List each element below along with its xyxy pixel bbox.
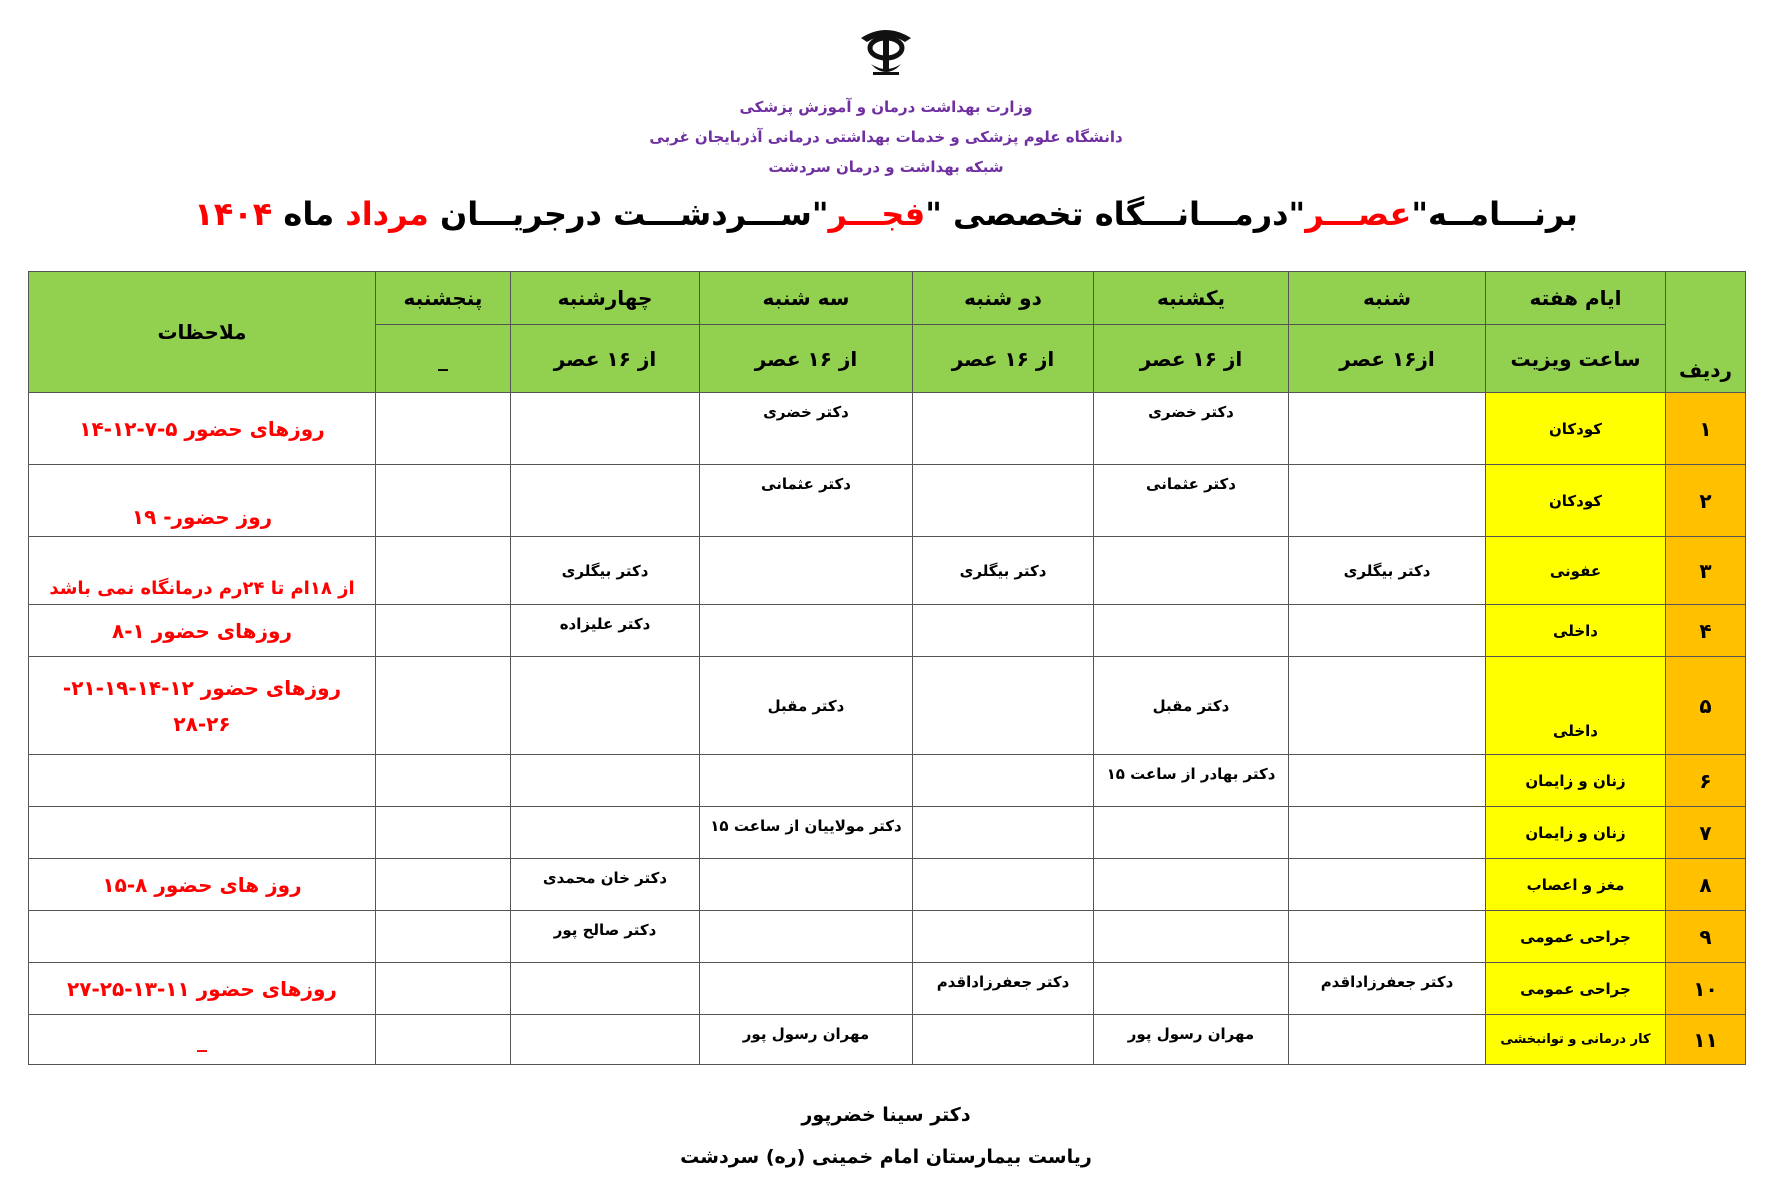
header-hours: ساعت ويزيت <box>1486 325 1666 393</box>
cell-mon <box>913 755 1094 807</box>
cell-mon <box>913 807 1094 859</box>
cell-thu <box>376 605 511 657</box>
ministry-of-health-emblem-icon <box>851 24 921 80</box>
ministry-name: وزارت بهداشت درمان و آموزش پزشکی <box>739 98 1033 116</box>
cell-sat <box>1289 807 1486 859</box>
hours-tue: از ۱۶ عصر <box>700 325 913 393</box>
cell-sun: دکتر خضری <box>1094 393 1289 465</box>
table-row <box>29 657 1746 755</box>
cell-thu <box>376 1015 511 1065</box>
cell-mon <box>913 605 1094 657</box>
cell-thu <box>376 807 511 859</box>
specialty: زنان و زایمان <box>1486 755 1666 807</box>
note: روزهای حضور ۱۱-۱۳-۲۵-۲۷ <box>29 963 376 1015</box>
cell-tue <box>700 963 913 1015</box>
row-number: ۸ <box>1666 859 1746 911</box>
note: از ۱۸ام تا ۲۴رم درمانگاه نمی باشد <box>29 537 376 605</box>
header-day-sat: شنبه <box>1289 272 1486 325</box>
cell-mon: دکتر بیگلری <box>913 537 1094 605</box>
cell-sun: دکتر بهادر از ساعت ۱۵ <box>1094 755 1289 807</box>
specialty: کار درمانی و توانبخشی <box>1486 1015 1666 1065</box>
cell-tue: مهران رسول پور <box>700 1015 913 1065</box>
note <box>29 755 376 807</box>
cell-sun: دکتر عثمانی <box>1094 465 1289 537</box>
header-day-sun: يکشنبه <box>1094 272 1289 325</box>
cell-wed <box>511 1015 700 1065</box>
cell-wed <box>511 963 700 1015</box>
hours-sun: از ۱۶ عصر <box>1094 325 1289 393</box>
cell-mon <box>913 859 1094 911</box>
table-row <box>29 911 1746 963</box>
cell-sun <box>1094 859 1289 911</box>
hours-thu: _ <box>376 325 511 393</box>
cell-tue <box>700 911 913 963</box>
cell-mon <box>913 911 1094 963</box>
cell-thu <box>376 755 511 807</box>
cell-tue: دکتر عثمانی <box>700 465 913 537</box>
cell-thu <box>376 911 511 963</box>
header-day-thu: پنجشنبه <box>376 272 511 325</box>
header-days: ايام هفته <box>1486 272 1666 325</box>
specialty: زنان و زایمان <box>1486 807 1666 859</box>
note: روزهای حضور ۵-۷-۱۲-۱۴ <box>29 393 376 465</box>
cell-sun <box>1094 911 1289 963</box>
row-number: ۳ <box>1666 537 1746 605</box>
specialty: جراحی عمومی <box>1486 911 1666 963</box>
cell-sun: مهران رسول پور <box>1094 1015 1289 1065</box>
table-row <box>29 605 1746 657</box>
university-name: دانشگاه علوم پزشکی و خدمات بهداشتی درمانی آذربایجان غربی <box>649 128 1123 146</box>
table-row <box>29 465 1746 537</box>
logo <box>851 24 921 80</box>
table-row <box>29 1015 1746 1065</box>
schedule-table <box>28 271 1746 1065</box>
cell-sun <box>1094 807 1289 859</box>
specialty: عفونی <box>1486 537 1666 605</box>
note: روزهای حضور ۱۲-۱۴-۱۹-۲۱- ۲۶-۲۸ <box>29 657 376 755</box>
cell-sat: دکتر جعفرزاداقدم <box>1289 963 1486 1015</box>
row-number: ۱۱ <box>1666 1015 1746 1065</box>
specialty: داخلی <box>1486 605 1666 657</box>
cell-thu <box>376 859 511 911</box>
table-row <box>29 963 1746 1015</box>
cell-wed: دکتر خان محمدی <box>511 859 700 911</box>
row-number: ۱ <box>1666 393 1746 465</box>
row-number: ۹ <box>1666 911 1746 963</box>
cell-wed <box>511 465 700 537</box>
cell-sat <box>1289 1015 1486 1065</box>
cell-mon <box>913 393 1094 465</box>
specialty: کودکان <box>1486 465 1666 537</box>
note: روز های حضور ۸-۱۵ <box>29 859 376 911</box>
cell-sat <box>1289 657 1486 755</box>
specialty: کودکان <box>1486 393 1666 465</box>
table-row <box>29 807 1746 859</box>
cell-wed: دکتر صالح پور <box>511 911 700 963</box>
cell-wed: دکتر بیگلری <box>511 537 700 605</box>
header-day-mon: دو شنبه <box>913 272 1094 325</box>
specialty: داخلی <box>1486 657 1666 755</box>
cell-sat <box>1289 755 1486 807</box>
cell-sun <box>1094 537 1289 605</box>
row-number: ۷ <box>1666 807 1746 859</box>
table-row <box>29 755 1746 807</box>
row-number: ۱۰ <box>1666 963 1746 1015</box>
cell-sat <box>1289 393 1486 465</box>
signatory-position: ریاست بیمارستان امام خمینی (ره) سردشت <box>680 1146 1092 1168</box>
table-row <box>29 859 1746 911</box>
cell-wed <box>511 755 700 807</box>
cell-tue <box>700 537 913 605</box>
cell-mon: دکتر جعفرزاداقدم <box>913 963 1094 1015</box>
cell-wed <box>511 657 700 755</box>
table-row <box>29 393 1746 465</box>
note: روز حضور- ۱۹ <box>29 465 376 537</box>
page-title: برنـــامــه"عصـــر"درمـــانـــگاه تخصصی "فجـــر"ســـردشـــت درجريـــان مرداد ماه ۱۴۰۴ <box>194 195 1578 233</box>
cell-wed: دکتر علیزاده <box>511 605 700 657</box>
cell-sat <box>1289 859 1486 911</box>
cell-sat <box>1289 465 1486 537</box>
table-row <box>29 537 1746 605</box>
cell-thu <box>376 465 511 537</box>
note <box>29 807 376 859</box>
note: _ <box>29 1015 376 1065</box>
cell-thu <box>376 657 511 755</box>
cell-sun <box>1094 605 1289 657</box>
cell-mon <box>913 657 1094 755</box>
cell-tue <box>700 859 913 911</box>
header-day-tue: سه شنبه <box>700 272 913 325</box>
cell-tue <box>700 755 913 807</box>
specialty: مغز و اعصاب <box>1486 859 1666 911</box>
cell-sat <box>1289 605 1486 657</box>
cell-sat: دکتر بیگلری <box>1289 537 1486 605</box>
header-day-wed: چهارشنبه <box>511 272 700 325</box>
row-number: ۶ <box>1666 755 1746 807</box>
hours-sat: از۱۶ عصر <box>1289 325 1486 393</box>
note <box>29 911 376 963</box>
cell-tue: دکتر مولاییان از ساعت ۱۵ <box>700 807 913 859</box>
cell-tue: دکتر خضری <box>700 393 913 465</box>
signatory-name: دکتر سینا خضرپور <box>801 1104 971 1126</box>
cell-thu <box>376 393 511 465</box>
row-number: ۴ <box>1666 605 1746 657</box>
cell-thu <box>376 537 511 605</box>
header-radif: رديف <box>1666 272 1746 393</box>
cell-wed <box>511 393 700 465</box>
row-number: ۵ <box>1666 657 1746 755</box>
cell-tue: دکتر مقبل <box>700 657 913 755</box>
network-name: شبکه بهداشت و درمان سردشت <box>768 158 1004 176</box>
hours-wed: از ۱۶ عصر <box>511 325 700 393</box>
row-number: ۲ <box>1666 465 1746 537</box>
cell-sat <box>1289 911 1486 963</box>
cell-thu <box>376 963 511 1015</box>
specialty: جراحی عمومی <box>1486 963 1666 1015</box>
note: روزهای حضور ۱-۸ <box>29 605 376 657</box>
cell-sun <box>1094 963 1289 1015</box>
cell-tue <box>700 605 913 657</box>
cell-mon <box>913 465 1094 537</box>
header-notes: ملاحظات <box>29 272 376 393</box>
cell-wed <box>511 807 700 859</box>
cell-sun: دکتر مقبل <box>1094 657 1289 755</box>
cell-mon <box>913 1015 1094 1065</box>
hours-mon: از ۱۶ عصر <box>913 325 1094 393</box>
